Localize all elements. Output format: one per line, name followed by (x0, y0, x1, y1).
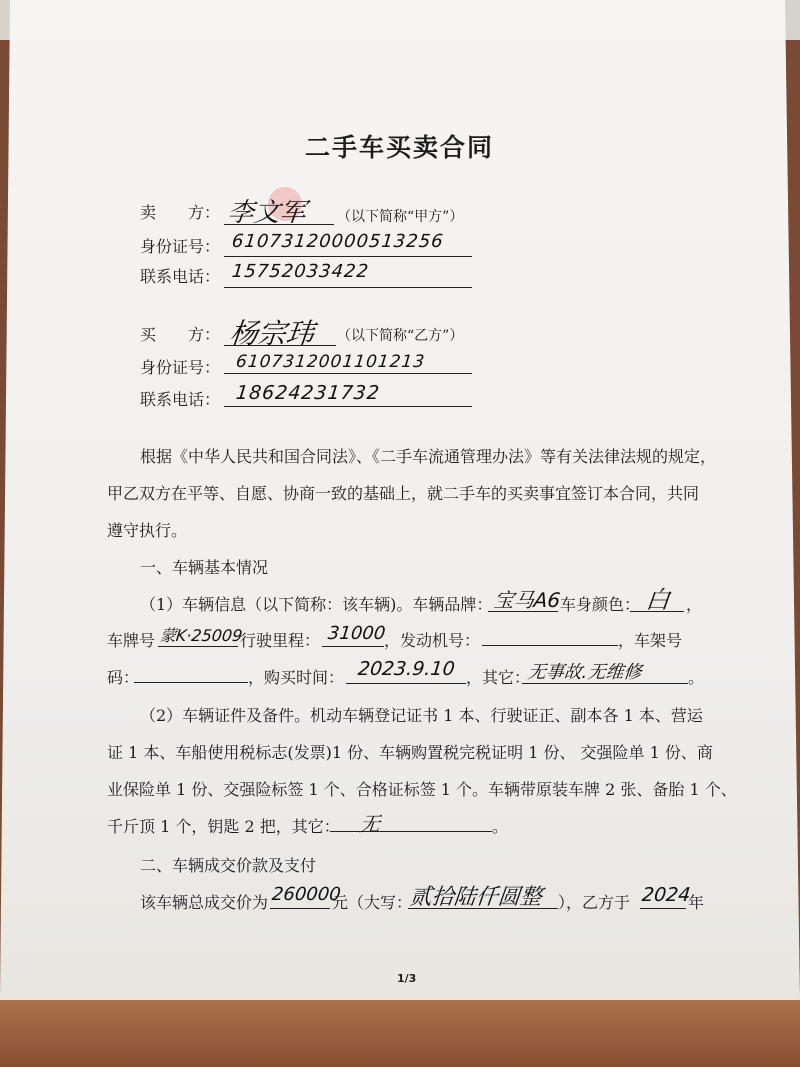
mileage-label: 行驶里程： (240, 631, 321, 650)
seller-id-line (224, 256, 472, 257)
buy-date-line (346, 683, 466, 684)
payment-label: ），乙方于 (558, 893, 631, 912)
comma: ， (686, 595, 703, 614)
plate-label: 车牌号 (107, 631, 156, 650)
vehicle-brand: 宝马A6 (492, 588, 562, 612)
brand-line (488, 611, 558, 612)
code-label: 码： (107, 668, 140, 687)
section-1-heading: 一、车辆基本情况 (140, 558, 269, 577)
payment-year: 2024 (640, 884, 692, 906)
document-title: 二手车买卖合同 (305, 133, 495, 162)
buyer-id-line (224, 373, 472, 374)
seller-alias: （以下简称“甲方”） (337, 209, 464, 225)
period-2: 。 (492, 817, 509, 836)
seller-name-line (224, 224, 334, 225)
price-text: 该车辆总成交价为 (140, 893, 269, 912)
buyer-label: 买 方： (140, 325, 221, 344)
buyer-phone-label: 联系电话： (140, 390, 221, 409)
buyer-id: 6107312001101213 (234, 352, 427, 372)
mileage: 31000 (326, 623, 387, 644)
vehicle-info-text: （1）车辆信息（以下简称：该车辆)。车辆品牌： (140, 595, 493, 614)
price-in-words: 贰拾陆仟圆整 (408, 885, 544, 910)
color-label: 车身颜色： (560, 595, 641, 614)
plate-number: 蒙K·25009 (158, 626, 244, 645)
mileage-line (322, 646, 384, 647)
seller-phone: 15752033422 (230, 261, 371, 282)
seller-phone-line (224, 287, 472, 288)
buyer-name: 杨宗玮 (228, 317, 316, 350)
other-line (522, 683, 688, 684)
frame-label: ，车架号 (618, 631, 683, 650)
buyer-phone: 18624231732 (234, 382, 382, 404)
docs-line-4: 千斤顶 1 个，钥匙 2 把，其它： (107, 817, 340, 836)
plate-line (158, 646, 238, 647)
price-words-line (408, 908, 558, 909)
buy-date: 2023.9.10 (356, 658, 456, 680)
buy-time-label: ，购买时间： (248, 668, 345, 687)
seller-id-label: 身份证号： (140, 237, 221, 256)
color-line (630, 611, 684, 612)
seller-id: 61073120000513256 (230, 231, 445, 252)
period-1: 。 (688, 668, 705, 687)
accessories-other: 无 (358, 812, 382, 836)
buyer-name-line (224, 345, 336, 346)
other-label: ，其它： (466, 668, 531, 687)
total-price: 260000 (270, 884, 342, 905)
vehicle-other: 无事故.无维修 (526, 662, 643, 683)
price-caps-label: 元（大写： (332, 893, 413, 912)
intro-line-1: 根据《中华人民共和国合同法》、《二手车流通管理办法》等有关法律法规的规定， (140, 447, 717, 466)
page-number: 1/3 (397, 972, 417, 985)
table-surface (0, 990, 800, 1067)
seller-name: 李文军 (226, 198, 308, 228)
year-suffix: 年 (688, 893, 705, 912)
year-line (640, 908, 686, 909)
seller-phone-label: 联系电话： (140, 267, 221, 286)
docs-line-3: 业保险单 1 份、交强险标签 1 个、合格证标签 1 个。车辆带原装车牌 2 张、备胎 1 个、 (107, 780, 737, 799)
docs-line-2: 证 1 本、车船使用税标志(发票)1 份、车辆购置税完税证明 1 份、 交强险单 1 份、商 (107, 743, 713, 762)
buyer-phone-line (224, 406, 472, 407)
docs-line-1: （2）车辆证件及备件。机动车辆登记证书 1 本、行驶证正、副本各 1 本、营运 (140, 706, 703, 725)
vehicle-color: 白 (644, 586, 672, 614)
engine-line (482, 645, 618, 646)
seller-label: 卖 方： (140, 203, 221, 222)
section-2-heading: 二、车辆成交价款及支付 (140, 856, 317, 875)
price-line (270, 908, 330, 909)
buyer-id-label: 身份证号： (140, 358, 221, 377)
accessories-other-line (330, 831, 492, 832)
intro-line-3: 遵守执行。 (107, 521, 188, 540)
intro-line-2: 甲乙双方在平等、自愿、协商一致的基础上，就二手车的买卖事宜签订本合同，共同 (107, 484, 700, 503)
frame-number-line (134, 682, 248, 683)
buyer-alias: （以下简称“乙方”） (337, 328, 464, 344)
engine-label: ，发动机号： (384, 631, 481, 650)
